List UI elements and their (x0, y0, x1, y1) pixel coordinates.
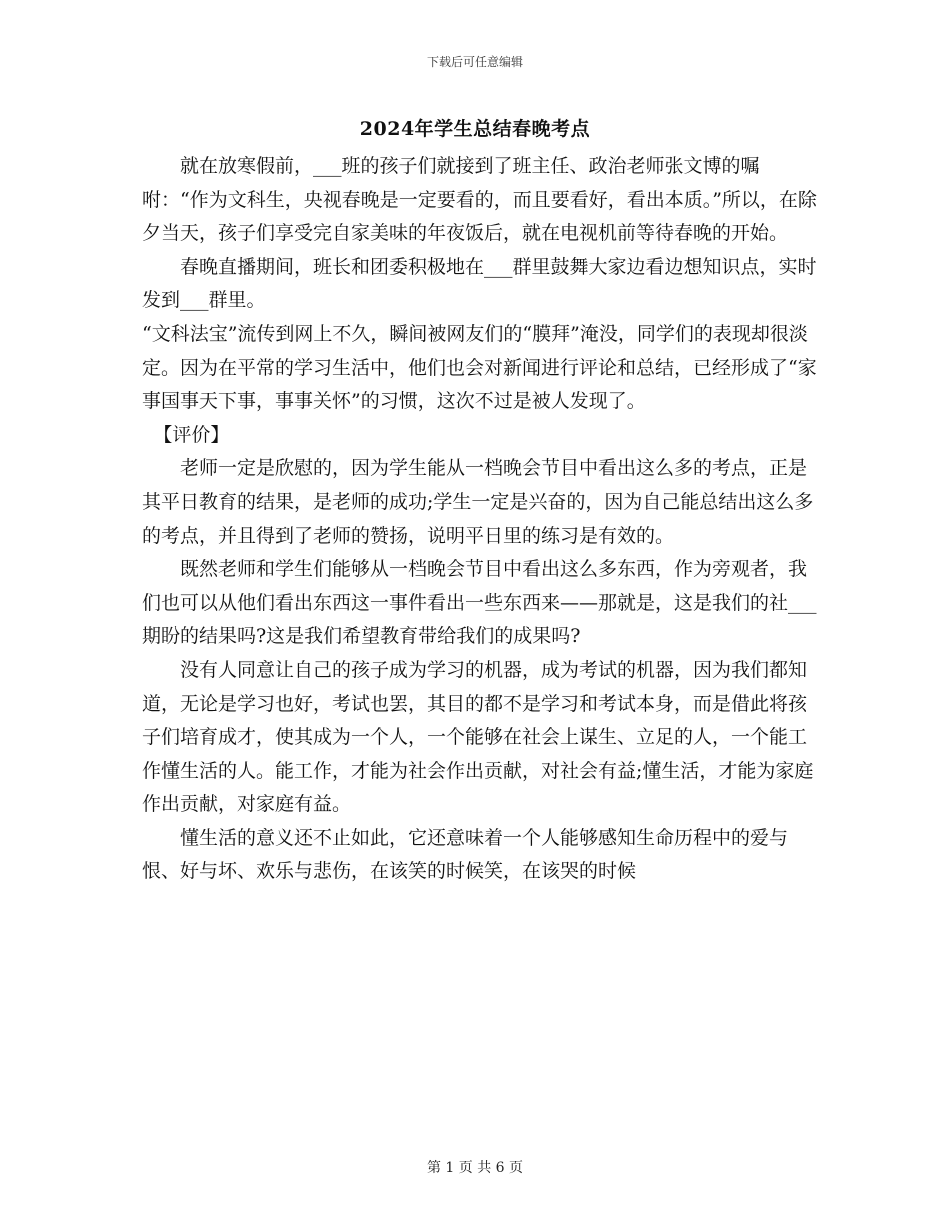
document-body (142, 150, 822, 889)
document-title: 2024年学生总结春晚考点 (359, 118, 591, 140)
paragraph-online-reaction: “文科法宝”流传到网上不久，瞬间被网友们的“膜拜”淹没，同学们的表现却很淡定。因为在平常的学习生活中，他们也会对新闻进行评论和总结，已经形成了“家事国事天下事，事事关怀”的习惯，这次不过是被人发现了。 (142, 322, 817, 413)
paragraph-observers: 既然老师和学生们能够从一档晚会节目中看出这么多东西，作为旁观者，我们也可以从他们看出东西这一事件看出一些东西来——那就是，这是我们的社___期盼的结果吗?这是我们希望教育带给我们的成果吗? (142, 558, 817, 648)
paragraph-intro: 就在放寒假前，___班的孩子们就接到了班主任、政治老师张文博的嘱咐：“作为文科生，央视春晚是一定要看的，而且要看好，看出本质。”所以，在除夕当天，孩子们享受完自家美味的年夜饭后，就在电视机前等待春晚的开始。 (142, 155, 817, 245)
page-number-footer: 第 1 页 共 6 页 (426, 1160, 524, 1176)
paragraph-life-meaning: 懂生活的意义还不止如此，它还意味着一个人能够感知生命历程中的爱与恨、好与坏、欢乐与悲伤，在该笑的时候笑，在该哭的时候 (142, 826, 789, 883)
paragraph-learning-machine: 没有人同意让自己的孩子成为学习的机器，成为考试的机器，因为我们都知道，无论是学习也好，考试也罢，其目的都不是学习和考试本身，而是借此将孩子们培育成才，使其成为一个人，一个能够在社会上谋生、立足的人，一个能工作懂生活的人。能工作，才能为社会作出贡献，对社会有益;懂生活，才能为家庭作出贡献，对家庭有益。 (142, 658, 814, 816)
section-heading-evaluation: 【评价】 (153, 423, 230, 446)
page-header-note: 下载后可任意编辑 (426, 55, 523, 69)
paragraph-teacher-student: 老师一定是欣慰的，因为学生能从一档晚会节目中看出这么多的考点，正是其平日教育的结果，是老师的成功;学生一定是兴奋的，因为自己能总结出这么多的考点，并且得到了老师的赞扬，说明平日里的练习是有效的。 (142, 457, 814, 547)
paragraph-live-broadcast: 春晚直播期间，班长和团委积极地在___群里鼓舞大家边看边想知识点，实时发到___群里。 (142, 255, 817, 312)
